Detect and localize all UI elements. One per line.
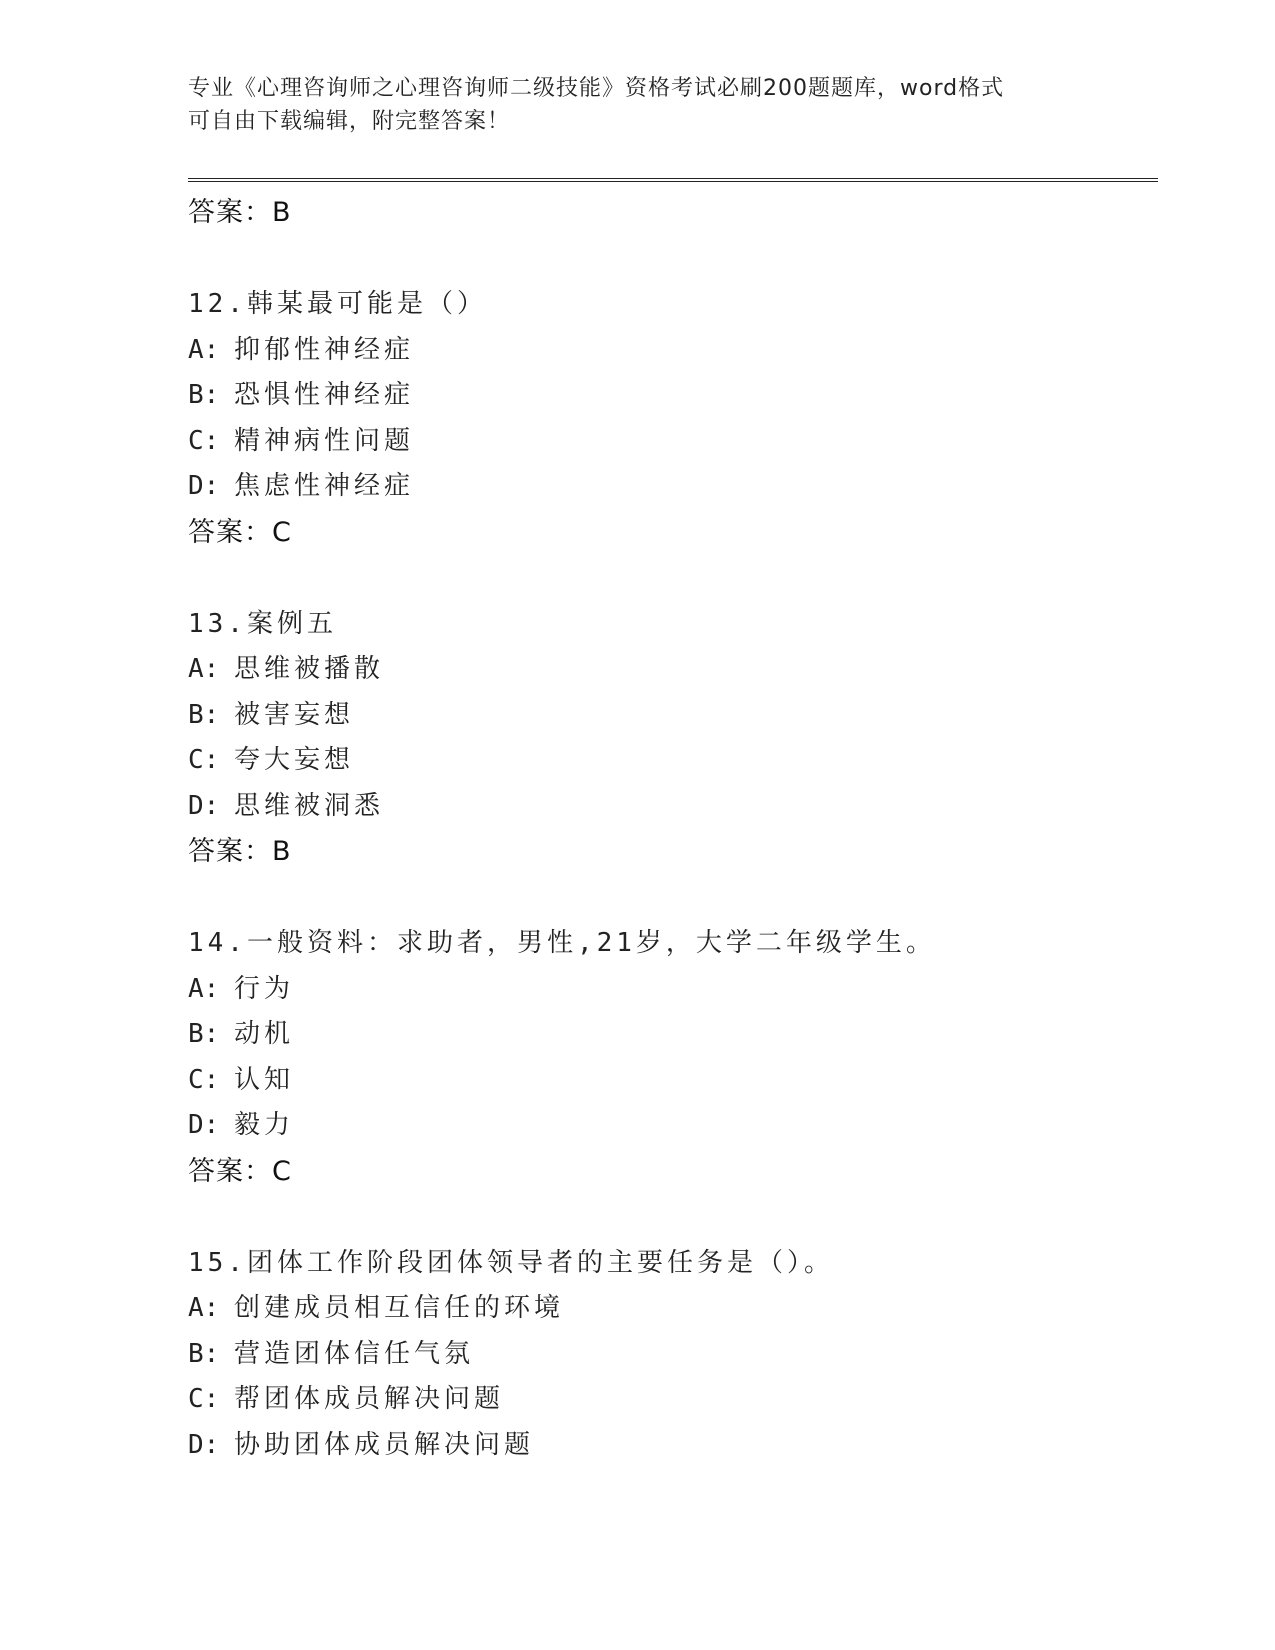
option-a [188,967,1168,1013]
option-label: D: [188,1429,220,1460]
option-text: 焦虑性神经症 [234,471,415,501]
question-block [188,282,1168,556]
option-text: 恐惧性神经症 [234,380,415,410]
option-label: D: [188,471,220,501]
option-text: 思维被洞悉 [234,790,385,821]
option-b [188,1012,1168,1058]
option-text: 协助团体成员解决问题 [234,1429,535,1460]
option-label: C: [188,1384,220,1414]
option-label: D: [188,1110,220,1140]
option-b [188,693,1168,739]
option-text: 夸大妄想 [234,745,355,775]
option-d [188,464,1168,510]
question-block [188,921,1168,1195]
option-d [188,784,1168,830]
option-d [188,1103,1168,1149]
answer-line: 答案：C [188,516,292,548]
question-title: 15.团体工作阶段团体领导者的主要任务是（）。 [188,1247,834,1278]
option-label: C: [188,1064,220,1095]
option-label: B: [188,1338,220,1369]
option-text: 动机 [234,1019,295,1049]
question-list [188,190,1168,1468]
option-a [188,328,1168,374]
question-block [188,602,1168,876]
option-text: 营造团体信任气氛 [234,1338,475,1369]
option-a [188,647,1168,693]
option-text: 毅力 [234,1110,295,1140]
question-title: 14.一般资料：求助者，男性,21岁，大学二年级学生。 [188,928,936,958]
option-label: B: [188,1019,220,1049]
answer-line: 答案：C [188,1155,292,1187]
header-divider [188,178,1158,182]
option-text: 精神病性问题 [234,425,415,456]
option-label: A: [188,1293,220,1323]
option-text: 认知 [234,1064,295,1095]
question-block [188,1241,1168,1469]
option-text: 行为 [234,973,295,1004]
spacer [188,236,1168,282]
spacer [188,556,1168,602]
answer-line: 答案：B [188,836,292,867]
option-label: B: [188,699,220,730]
option-label: D: [188,790,220,821]
option-label: C: [188,425,220,456]
question-title: 13.案例五 [188,608,337,639]
option-c [188,1377,1168,1423]
spacer [188,875,1168,921]
option-text: 被害妄想 [234,699,355,730]
option-label: B: [188,380,220,410]
page-header [188,72,1088,138]
answer-line: 答案：B [188,197,292,228]
option-a [188,1286,1168,1332]
option-c [188,738,1168,784]
option-text: 帮团体成员解决问题 [234,1384,505,1414]
option-label: A: [188,654,220,684]
spacer [188,1195,1168,1241]
question-title: 12.韩某最可能是（） [188,289,487,319]
option-text: 抑郁性神经症 [234,334,415,365]
option-label: A: [188,334,220,365]
option-c [188,419,1168,465]
option-label: A: [188,973,220,1004]
option-b [188,1332,1168,1378]
option-text: 创建成员相互信任的环境 [234,1293,565,1323]
option-b [188,373,1168,419]
option-label: C: [188,745,220,775]
option-text: 思维被播散 [234,654,385,684]
header-line-2: 可自由下载编辑，附完整答案！ [188,109,511,134]
header-line-1: 专业《心理咨询师之心理咨询师二级技能》资格考试必刷200题题库，word格式 [188,76,1005,101]
option-c [188,1058,1168,1104]
option-d [188,1423,1168,1469]
